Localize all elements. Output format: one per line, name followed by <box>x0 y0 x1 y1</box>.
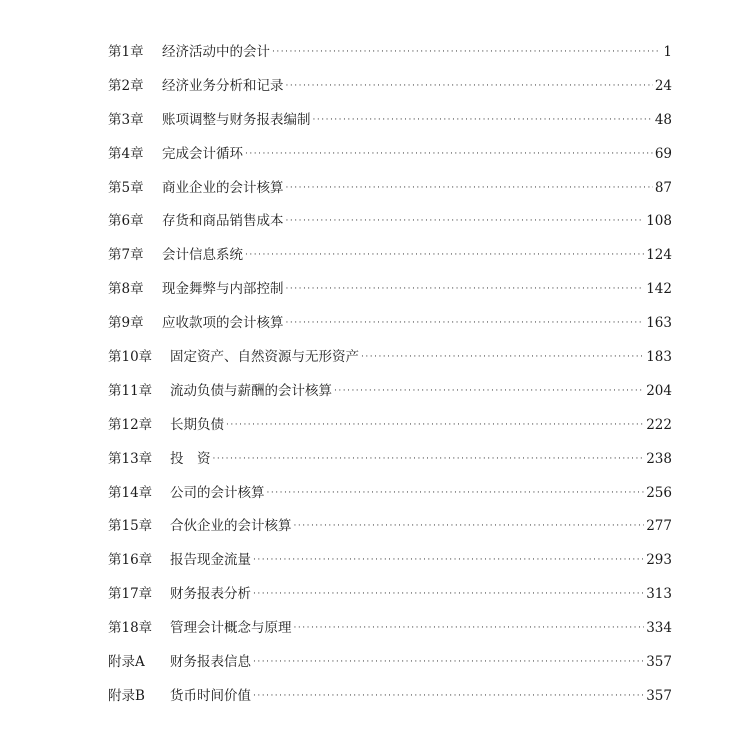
chapter-number: 第5章 <box>108 179 144 196</box>
dot-leader <box>272 47 661 57</box>
chapter-number: 附录A <box>108 654 145 671</box>
chapter-number: 第4章 <box>108 145 144 162</box>
toc-entry <box>108 142 672 176</box>
chapter-title: 流动负债与薪酬的会计核算 <box>170 382 332 399</box>
page-number: 293 <box>646 552 672 569</box>
toc-entry <box>108 514 672 548</box>
dot-leader <box>294 521 645 531</box>
toc-entry <box>108 108 672 142</box>
page-number: 222 <box>646 416 672 433</box>
page-number: 69 <box>654 145 672 162</box>
chapter-title: 管理会计概念与原理 <box>170 620 292 637</box>
dot-leader <box>213 454 645 464</box>
dot-leader <box>253 657 644 667</box>
page-number: 87 <box>654 179 672 196</box>
chapter-title: 报告现金流量 <box>170 552 251 569</box>
toc-entry <box>108 379 672 413</box>
dot-leader <box>286 216 645 226</box>
chapter-number: 第6章 <box>108 213 144 230</box>
page-number: 24 <box>654 77 672 94</box>
chapter-title: 经济活动中的会计 <box>162 44 270 60</box>
page-number: 334 <box>646 620 672 637</box>
chapter-number: 第9章 <box>108 315 144 332</box>
dot-leader <box>294 623 645 633</box>
toc-entry <box>108 74 672 108</box>
chapter-title: 应收款项的会计核算 <box>162 315 284 332</box>
dot-leader <box>286 81 653 91</box>
dot-leader <box>226 420 644 430</box>
toc-entry <box>108 582 672 616</box>
toc-entry <box>108 481 672 515</box>
dot-leader <box>286 183 653 193</box>
chapter-title: 账项调整与财务报表编制 <box>162 111 311 128</box>
dot-leader <box>253 691 644 701</box>
dot-leader <box>245 149 653 159</box>
chapter-title: 现金舞弊与内部控制 <box>162 281 284 298</box>
chapter-title: 财务报表分析 <box>170 586 251 603</box>
dot-leader <box>286 284 645 294</box>
chapter-number: 第7章 <box>108 247 144 264</box>
dot-leader <box>253 589 644 599</box>
page-number: 204 <box>646 382 672 399</box>
page-number: 256 <box>646 484 672 501</box>
table-of-contents <box>108 40 672 718</box>
chapter-number: 第15章 <box>108 518 153 535</box>
chapter-title: 长期负债 <box>170 416 224 433</box>
chapter-title: 财务报表信息 <box>170 654 251 671</box>
page-number: 163 <box>646 315 672 332</box>
chapter-title: 经济业务分析和记录 <box>162 77 284 94</box>
chapter-title: 合伙企业的会计核算 <box>170 518 292 535</box>
dot-leader <box>253 555 644 565</box>
chapter-number: 第16章 <box>108 552 153 569</box>
chapter-number: 第2章 <box>108 77 144 94</box>
page-number: 238 <box>646 450 672 467</box>
toc-entry <box>108 243 672 277</box>
dot-leader <box>334 386 644 396</box>
page-number: 313 <box>646 586 672 603</box>
page-number: 357 <box>646 687 672 704</box>
toc-entry <box>108 345 672 379</box>
dot-leader <box>245 250 644 260</box>
page-number: 1 <box>663 44 672 60</box>
dot-leader <box>286 318 645 328</box>
toc-entry <box>108 684 672 718</box>
chapter-title: 公司的会计核算 <box>170 484 265 501</box>
dot-leader <box>313 115 653 125</box>
toc-entry <box>108 548 672 582</box>
chapter-number: 第18章 <box>108 620 153 637</box>
chapter-title: 投 资 <box>170 450 211 467</box>
toc-entry <box>108 277 672 311</box>
dot-leader <box>361 352 644 362</box>
page-number: 108 <box>646 213 672 230</box>
chapter-number: 第10章 <box>108 349 153 366</box>
page-number: 357 <box>646 654 672 671</box>
chapter-title: 会计信息系统 <box>162 247 243 264</box>
toc-entry <box>108 311 672 345</box>
toc-entry <box>108 616 672 650</box>
page-number: 124 <box>646 247 672 264</box>
chapter-title: 商业企业的会计核算 <box>162 179 284 196</box>
toc-entry <box>108 413 672 447</box>
chapter-number: 第11章 <box>108 382 153 399</box>
toc-entry <box>108 176 672 210</box>
chapter-number: 第14章 <box>108 484 153 501</box>
chapter-number: 第12章 <box>108 416 153 433</box>
chapter-number: 第1章 <box>108 44 144 60</box>
chapter-title: 货币时间价值 <box>170 687 251 704</box>
chapter-title: 存货和商品销售成本 <box>162 213 284 230</box>
toc-entry <box>108 650 672 684</box>
toc-entry <box>108 40 672 74</box>
chapter-title: 固定资产、自然资源与无形资产 <box>170 349 359 366</box>
chapter-number: 附录B <box>108 687 145 704</box>
toc-entry <box>108 447 672 481</box>
chapter-number: 第3章 <box>108 111 144 128</box>
page-number: 142 <box>646 281 672 298</box>
page-number: 48 <box>654 111 672 128</box>
chapter-title: 完成会计循环 <box>162 145 243 162</box>
chapter-number: 第8章 <box>108 281 144 298</box>
chapter-number: 第17章 <box>108 586 153 603</box>
toc-entry <box>108 209 672 243</box>
page-number: 183 <box>646 349 672 366</box>
dot-leader <box>267 488 645 498</box>
chapter-number: 第13章 <box>108 450 153 467</box>
page-number: 277 <box>646 518 672 535</box>
